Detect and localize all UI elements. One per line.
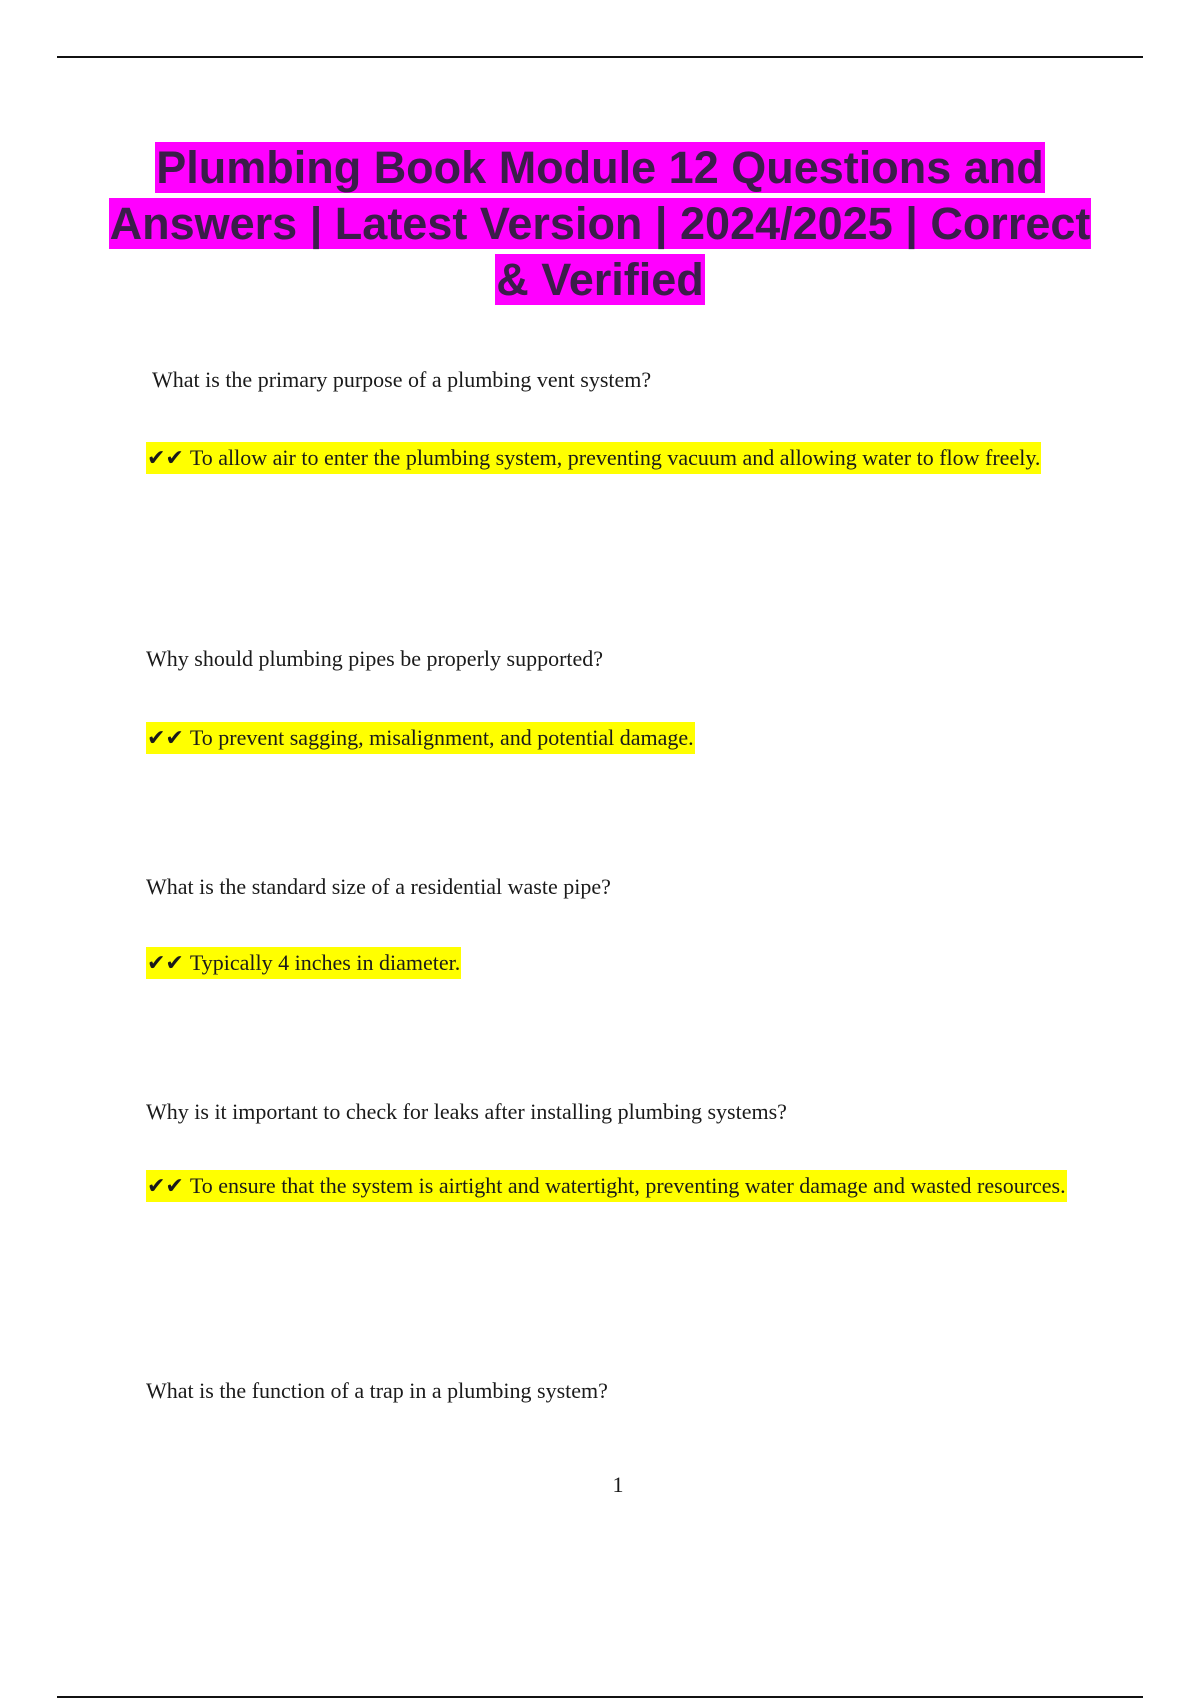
answer-2-text: To prevent sagging, misalignment, and potential damage. bbox=[189, 725, 694, 750]
check-mark-icon: ✔✔ bbox=[147, 726, 184, 751]
answer-3-highlight bbox=[146, 947, 461, 979]
answer-4-text: To ensure that the system is airtight and watertight, preventing water damage and wasted resources. bbox=[189, 1173, 1066, 1198]
page-number: 1 bbox=[612, 1472, 624, 1497]
document-title bbox=[100, 140, 1100, 308]
question-1: What is the primary purpose of a plumbing vent system? bbox=[152, 367, 652, 392]
answer-1 bbox=[146, 427, 1086, 489]
question-5: What is the function of a trap in a plumbing system? bbox=[146, 1378, 608, 1403]
answer-3-text: Typically 4 inches in diameter. bbox=[189, 950, 461, 975]
answer-2 bbox=[146, 707, 1086, 769]
question-3: What is the standard size of a residential waste pipe? bbox=[146, 874, 611, 899]
footer-rule bbox=[57, 1696, 1143, 1698]
answer-1-text: To allow air to enter the plumbing system, preventing vacuum and allowing water to flow freely. bbox=[189, 445, 1041, 470]
answer-4 bbox=[146, 1155, 1076, 1217]
answer-2-highlight bbox=[146, 722, 695, 754]
check-mark-icon: ✔✔ bbox=[147, 446, 184, 471]
answer-4-highlight bbox=[146, 1170, 1067, 1202]
header-rule bbox=[57, 56, 1143, 58]
check-mark-icon: ✔✔ bbox=[147, 951, 184, 976]
check-mark-icon: ✔✔ bbox=[147, 1174, 184, 1199]
question-4: Why is it important to check for leaks after installing plumbing systems? bbox=[146, 1099, 787, 1124]
document-title-text: Plumbing Book Module 12 Questions and Answers | Latest Version | 2024/2025 | Correct & Verified bbox=[109, 142, 1091, 305]
answer-3 bbox=[146, 932, 1086, 994]
answer-1-highlight bbox=[146, 442, 1041, 474]
question-2: Why should plumbing pipes be properly supported? bbox=[146, 646, 604, 671]
